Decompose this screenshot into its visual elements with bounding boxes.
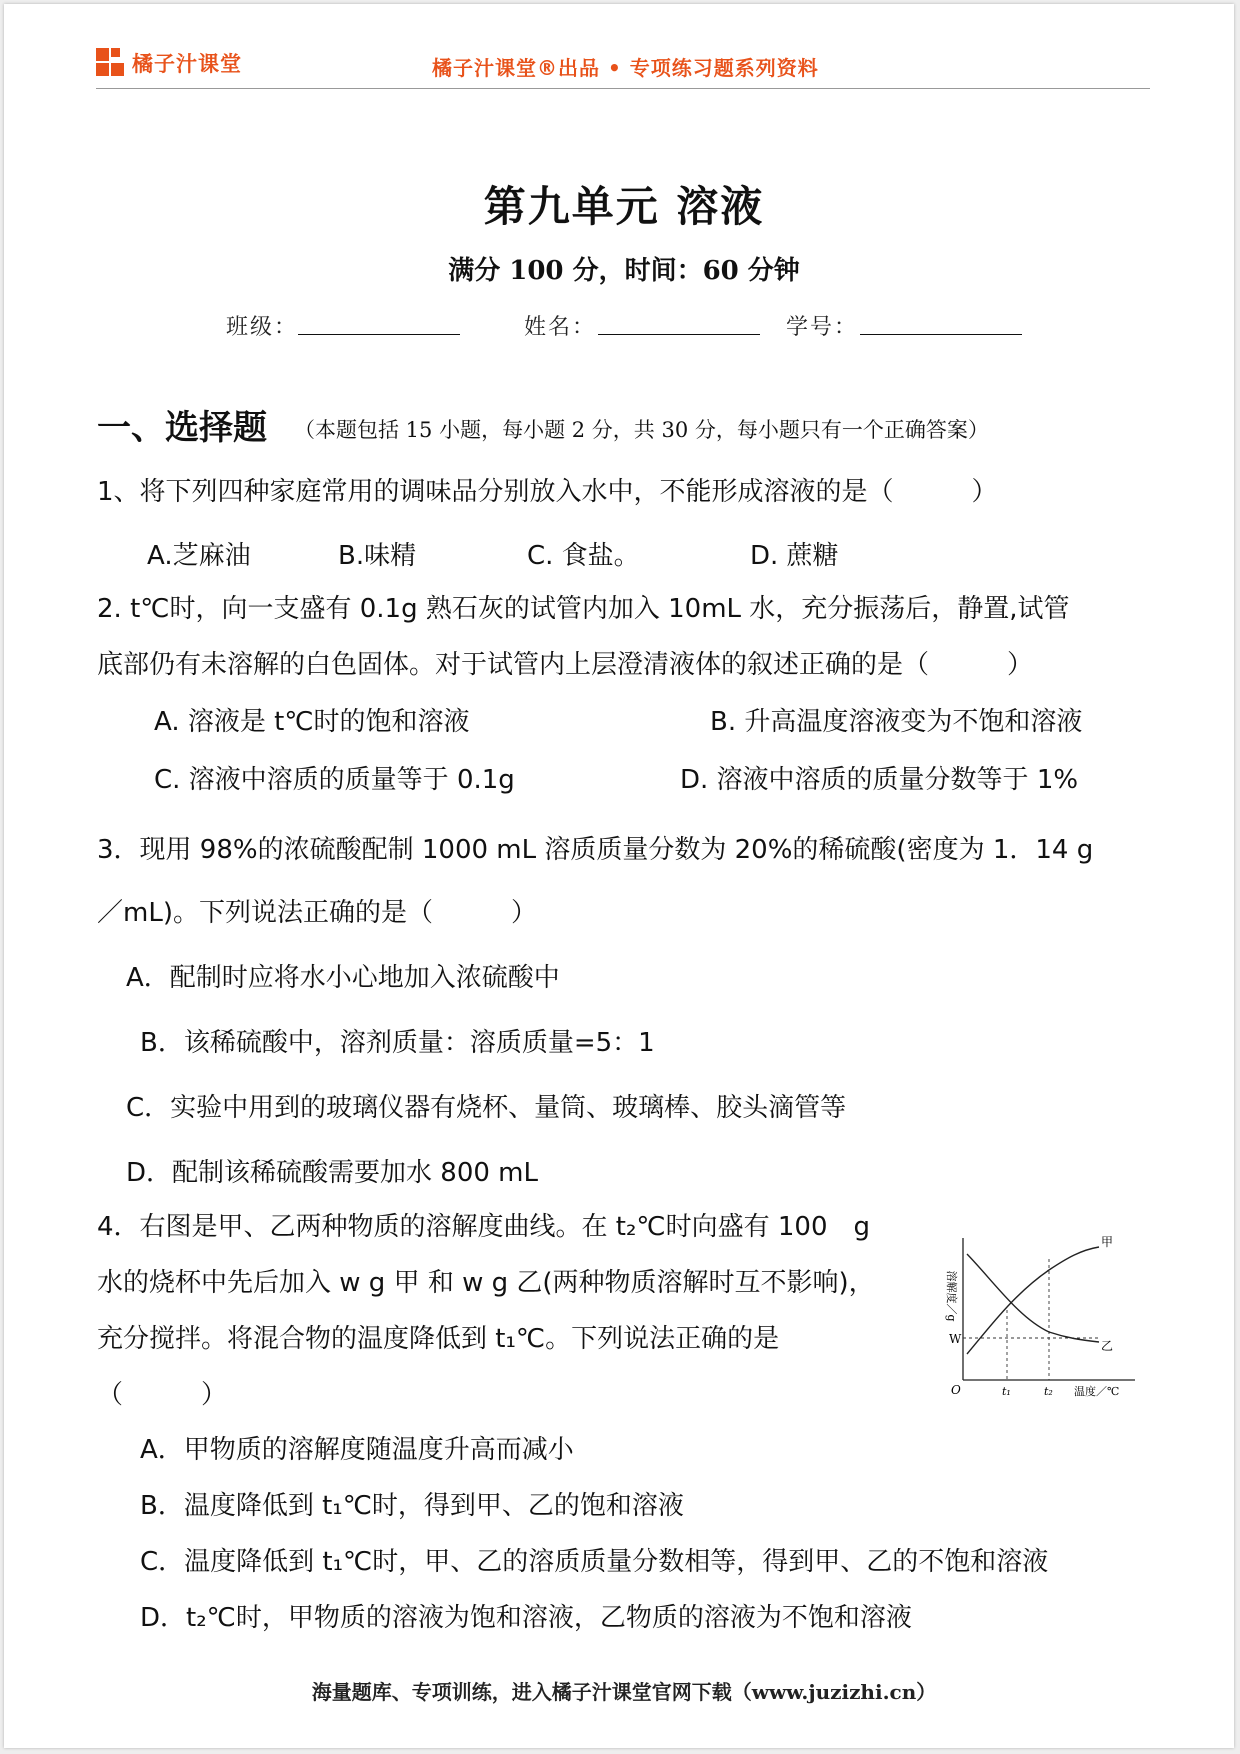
q3-stem-line1: 3．现用 98%的浓硫酸配制 1000 mL 溶质质量分数为 20%的稀硫酸(密度为 1．14 g	[97, 835, 1094, 865]
page	[4, 4, 1234, 1748]
q4-option-b: B．温度降低到 t₁℃时，得到甲、乙的饱和溶液	[140, 1491, 684, 1521]
id-blank[interactable]	[860, 334, 1022, 335]
origin-label: O	[951, 1383, 961, 1397]
name-blank[interactable]	[598, 334, 760, 335]
section-note: （本题包括 15 小题，每小题 2 分，共 30 分，每小题只有一个正确答案）	[294, 418, 989, 442]
brand-name: 橘子汁课堂	[132, 52, 242, 76]
header-tagline: 橘子汁课堂®出品 • 专项练习题系列资料	[432, 56, 819, 80]
t2-label: t₂	[1044, 1385, 1053, 1397]
name-label: 姓名：	[524, 315, 597, 340]
class-label: 班级：	[226, 315, 299, 340]
ylabel: 溶解度／g	[945, 1270, 958, 1322]
q4-option-d: D．t₂℃时，甲物质的溶液为饱和溶液，乙物质的溶液为不饱和溶液	[140, 1603, 912, 1633]
q4-option-c: C．温度降低到 t₁℃时，甲、乙的溶质质量分数相等，得到甲、乙的不饱和溶液	[140, 1547, 1049, 1577]
q2-stem-line1: 2. t℃时，向一支盛有 0.1g 熟石灰的试管内加入 10mL 水，充分振荡后，静置,试管	[97, 594, 1070, 624]
q3-option-b: B．该稀硫酸中，溶剂质量：溶质质量=5：1	[140, 1028, 655, 1058]
solubility-curve-figure	[939, 1232, 1139, 1397]
q2-stem-line2: 底部仍有未溶解的白色固体。对于试管内上层澄清液体的叙述正确的是（ ）	[97, 650, 1034, 680]
q4-stem-line1: 4．右图是甲、乙两种物质的溶解度曲线。在 t₂℃时向盛有 100 g	[97, 1212, 871, 1242]
q1-stem: 1、将下列四种家庭常用的调味品分别放入水中，不能形成溶液的是（ ）	[97, 477, 998, 507]
curve-jia-label: 甲	[1101, 1235, 1114, 1249]
q2-option-d: D. 溶液中溶质的质量分数等于 1%	[680, 765, 1079, 795]
curve-yi-label: 乙	[1101, 1339, 1114, 1353]
q1-option-b: B.味精	[338, 541, 417, 571]
w-label: W	[949, 1332, 962, 1346]
q2-option-b: B. 升高温度溶液变为不饱和溶液	[710, 707, 1083, 737]
q4-stem-line2: 水的烧杯中先后加入 w g 甲 和 w g 乙(两种物质溶解时互不影响)，	[97, 1268, 875, 1298]
page-subtitle: 满分 100 分，时间：60 分钟	[448, 256, 800, 286]
q3-stem-line2: ／mL)。下列说法正确的是（ ）	[97, 898, 537, 928]
t1-label: t₁	[1002, 1385, 1011, 1397]
class-blank[interactable]	[298, 334, 460, 335]
q1-option-c: C. 食盐。	[527, 541, 640, 571]
header-divider	[96, 88, 1150, 89]
q2-option-a: A. 溶液是 t℃时的饱和溶液	[154, 707, 470, 737]
q1-option-a: A.芝麻油	[147, 541, 251, 571]
brand-logo-icon	[96, 48, 126, 78]
page-title: 第九单元 溶液	[483, 182, 765, 231]
q2-option-c: C. 溶液中溶质的质量等于 0.1g	[154, 765, 515, 795]
q4-stem-line3: 充分搅拌。将混合物的温度降低到 t₁℃。下列说法正确的是	[97, 1324, 780, 1354]
q4-stem-line4: （ ）	[97, 1380, 228, 1410]
curve-yi	[967, 1254, 1099, 1342]
id-label: 学号：	[786, 315, 859, 340]
q3-option-d: D．配制该稀硫酸需要加水 800 mL	[126, 1158, 538, 1188]
q3-option-a: A．配制时应将水小心地加入浓硫酸中	[126, 963, 560, 993]
xlabel: 温度／℃	[1074, 1385, 1120, 1397]
q4-option-a: A．甲物质的溶解度随温度升高而减小	[140, 1435, 574, 1465]
section-heading: 一、选择题	[97, 408, 267, 448]
footer-text: 海量题库、专项训练，进入橘子汁课堂官网下载（www.juzizhi.cn）	[311, 1680, 937, 1704]
q3-option-c: C．实验中用到的玻璃仪器有烧杯、量筒、玻璃棒、胶头滴管等	[126, 1093, 847, 1123]
q1-option-d: D. 蔗糖	[750, 541, 839, 571]
